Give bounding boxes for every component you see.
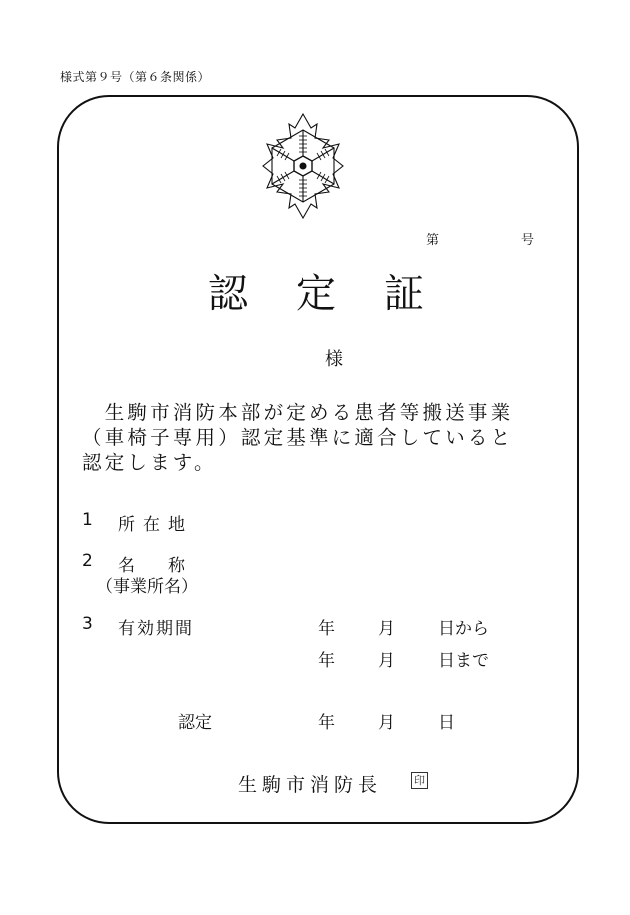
addressee-honorific: 様: [325, 349, 343, 370]
field-number-3: 3: [82, 614, 93, 634]
statement-line-2: （車椅子専用）認定基準に適合していると: [82, 426, 514, 449]
certificate-number-prefix: 第: [426, 233, 440, 248]
validity-end-day: 日まで: [438, 651, 489, 671]
validity-start-day: 日から: [438, 619, 489, 639]
field-sublabel-office-name: （事業所名）: [96, 577, 198, 597]
validity-end-year: 年: [318, 651, 335, 671]
field-label-location: 所在地: [118, 515, 193, 535]
field-label-name: 名 称: [118, 556, 193, 576]
certification-date-day: 日: [438, 713, 455, 733]
validity-start-month: 月: [378, 619, 395, 639]
field-label-validity-period: 有効期間: [118, 619, 194, 639]
validity-end-month: 月: [378, 651, 395, 671]
certification-date-year: 年: [318, 713, 335, 733]
field-number-1: 1: [82, 510, 93, 530]
validity-start-year: 年: [318, 619, 335, 639]
seal-mark: 印: [411, 772, 428, 789]
form-reference: 様式第９号（第６条関係）: [60, 70, 211, 84]
statement-line-3: 認定します。: [82, 451, 217, 474]
issuer-name: 生駒市消防長: [238, 774, 383, 796]
certification-date-month: 月: [378, 713, 395, 733]
field-number-2: 2: [82, 551, 93, 571]
certification-date-label: 認定: [178, 713, 212, 733]
certification-statement: [82, 400, 562, 475]
certificate-number-suffix: 号: [521, 233, 535, 248]
certificate-title: 認定証: [208, 271, 472, 317]
fire-department-emblem-icon: [262, 112, 344, 220]
statement-line-1: 生駒市消防本部が定める患者等搬送事業: [82, 401, 514, 424]
